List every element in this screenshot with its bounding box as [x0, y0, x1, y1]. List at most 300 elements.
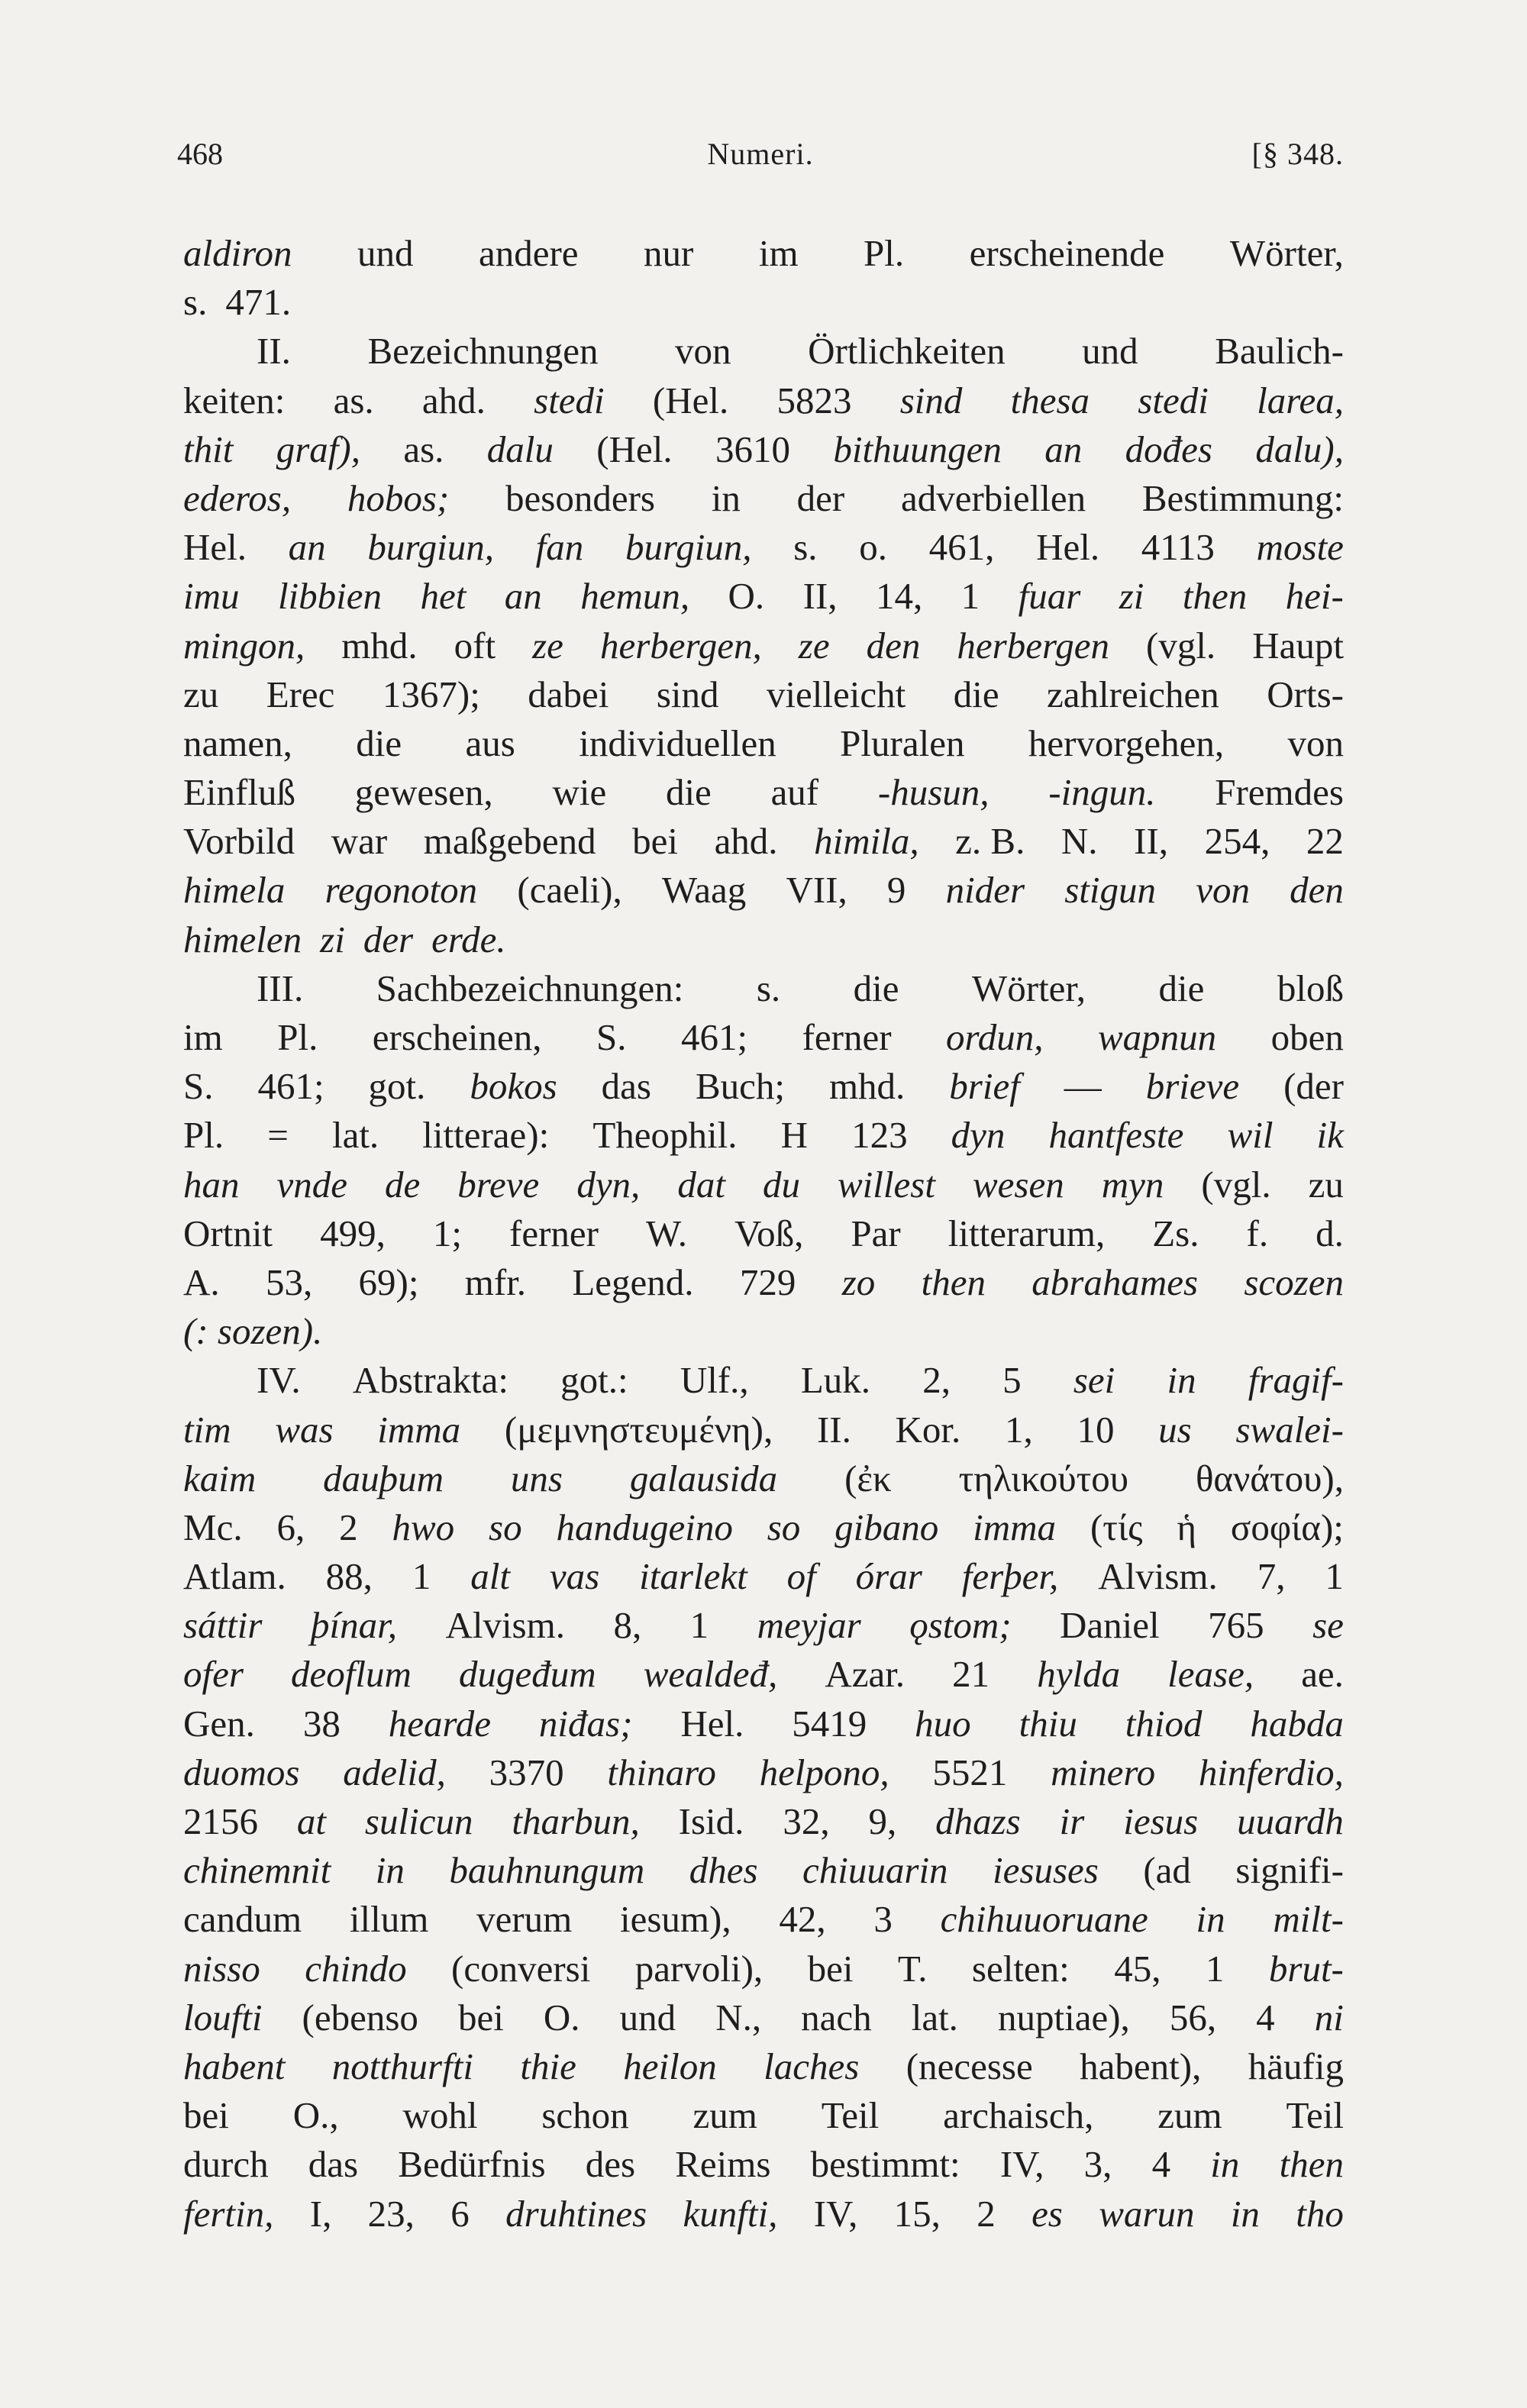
- text-line: [183, 1552, 1344, 1601]
- word: die: [665, 771, 712, 814]
- italic-word: thie: [520, 2045, 576, 2087]
- word: illum: [349, 1898, 429, 1941]
- word: mhd.: [341, 624, 418, 667]
- word: häufig: [1248, 2045, 1344, 2087]
- word: nach: [801, 1996, 872, 2038]
- italic-word: of: [786, 1555, 816, 1598]
- word: 53,: [265, 1260, 313, 1303]
- text-line: [183, 1797, 1344, 1846]
- word: 461,: [928, 526, 995, 569]
- word: die: [1158, 967, 1205, 1009]
- text-line: [183, 523, 1344, 572]
- word: 88,: [325, 1555, 373, 1598]
- text-line: [183, 1454, 1344, 1503]
- italic-word: hei-: [1285, 575, 1344, 618]
- word: 729: [739, 1260, 796, 1303]
- italic-word: ferþer,: [961, 1555, 1059, 1598]
- italic-word: ofer: [183, 1653, 244, 1696]
- word: lat.: [331, 1114, 379, 1157]
- word: got.: [368, 1065, 426, 1108]
- italic-word: in: [1230, 2192, 1260, 2235]
- word: VII,: [786, 869, 847, 912]
- italic-word: dat: [677, 1163, 725, 1206]
- word: ahd.: [714, 820, 778, 863]
- italic-word: wapnun: [1098, 1016, 1217, 1058]
- word: von: [675, 330, 731, 373]
- italic-word: vas: [549, 1555, 600, 1598]
- italic-word: libbien: [277, 575, 383, 618]
- word: Waag: [661, 869, 747, 912]
- word: II.: [257, 330, 291, 373]
- italic-word: tharbun,: [512, 1800, 640, 1842]
- italic-word: es: [1031, 2192, 1063, 2235]
- italic-word: chiuuarin: [802, 1849, 948, 1892]
- italic-word: at: [296, 1800, 327, 1842]
- word: 2: [977, 2192, 996, 2235]
- word: ferner: [509, 1212, 599, 1254]
- word: Azar.: [825, 1653, 906, 1696]
- word: 2: [339, 1506, 358, 1548]
- word: Hel.: [680, 1702, 744, 1745]
- italic-word: niđas;: [538, 1702, 633, 1745]
- word: Einfluß: [183, 771, 295, 814]
- italic-word: dalu),: [1255, 428, 1344, 470]
- word: 1: [1325, 1555, 1344, 1598]
- word: 6,: [276, 1506, 305, 1548]
- italic-word: galausida: [629, 1457, 778, 1499]
- italic-word: chinemnit: [183, 1849, 331, 1892]
- italic-word: alt: [470, 1555, 510, 1598]
- italic-word: huo: [915, 1702, 971, 1745]
- italic-word: stigun: [1064, 869, 1157, 912]
- page-title: Numeri.: [707, 137, 814, 171]
- italic-word: de: [385, 1163, 421, 1206]
- word: 461;: [681, 1016, 748, 1058]
- italic-word: druhtines: [505, 2192, 647, 2235]
- italic-word: zi: [1119, 575, 1144, 618]
- page-number: 468: [177, 137, 223, 171]
- word: litterarum,: [948, 1212, 1106, 1254]
- italic-word: myn: [1101, 1163, 1164, 1206]
- italic-word: se: [1312, 1604, 1344, 1647]
- italic-word: habent: [183, 2045, 286, 2087]
- word: von: [1287, 721, 1344, 764]
- italic-word: imma: [377, 1408, 461, 1451]
- italic-word: stedi: [1138, 379, 1209, 421]
- italic-word: brut-: [1268, 1947, 1344, 1990]
- italic-word: dođes: [1125, 428, 1212, 470]
- word: II.: [816, 1408, 851, 1451]
- italic-word: nisso: [183, 1947, 260, 1990]
- italic-word: kaim: [183, 1457, 257, 1499]
- word: 3,: [1083, 2143, 1112, 2186]
- word: O.: [543, 1996, 580, 2038]
- word: 4113: [1141, 526, 1215, 569]
- word: Luk.: [800, 1359, 871, 1402]
- italic-word: herbergen,: [599, 624, 762, 667]
- word: andere: [478, 232, 579, 274]
- word: Alvism.: [1098, 1555, 1218, 1598]
- text-line: [183, 1406, 1344, 1454]
- word: habent),: [1080, 2045, 1202, 2087]
- text-line: [183, 1013, 1344, 1062]
- text-line: [183, 670, 1344, 719]
- italic-word: iesus: [1123, 1800, 1199, 1842]
- word: Pl.: [277, 1016, 318, 1058]
- word: mfr.: [464, 1260, 527, 1303]
- word: 14,: [875, 575, 923, 618]
- body-text: [183, 229, 1344, 2239]
- italic-word: habda: [1250, 1702, 1344, 1745]
- italic-word: þínar,: [310, 1604, 397, 1647]
- word: Hel.: [1036, 526, 1100, 569]
- word: und: [1082, 330, 1138, 373]
- italic-word: sind: [899, 379, 963, 421]
- word: ferner: [802, 1016, 892, 1058]
- italic-word: ederos,: [183, 476, 292, 519]
- word: d.: [1316, 1212, 1344, 1254]
- word: schon: [541, 2094, 629, 2137]
- text-line: [183, 327, 1344, 376]
- text-line: [183, 1160, 1344, 1209]
- italic-word: ze: [798, 624, 830, 667]
- italic-word: dugeđum: [458, 1653, 596, 1696]
- word: T.: [897, 1947, 928, 1990]
- word: (Hel.: [652, 379, 729, 421]
- italic-word: dalu: [486, 428, 554, 470]
- word: 22: [1306, 820, 1344, 863]
- word: bei: [183, 2094, 229, 2137]
- word: aus: [465, 721, 515, 764]
- word: τηλικούτου: [958, 1457, 1129, 1499]
- word: Par: [851, 1212, 901, 1254]
- word: 3610: [715, 428, 790, 470]
- italic-word: imu: [183, 575, 240, 618]
- italic-word: nider: [945, 869, 1025, 912]
- word: IV,: [813, 2192, 858, 2235]
- word: (τίς: [1090, 1506, 1143, 1548]
- word: Alvism.: [445, 1604, 565, 1647]
- word: vielleicht: [766, 673, 906, 715]
- italic-word: tho: [1296, 2192, 1344, 2235]
- word: des: [585, 2143, 636, 2186]
- word: litterae):: [422, 1114, 550, 1157]
- word: die: [853, 967, 899, 1009]
- word: zum: [692, 2094, 757, 2137]
- italic-word: tim: [183, 1408, 231, 1451]
- italic-word: hobos;: [347, 476, 450, 519]
- word: Orts-: [1267, 673, 1344, 715]
- italic-word: scozen: [1244, 1260, 1344, 1303]
- word: archaisch,: [943, 2094, 1094, 2137]
- word: (ebenso: [302, 1996, 418, 2038]
- word: 471.: [225, 281, 292, 324]
- word: Pl.: [183, 1114, 224, 1157]
- italic-word: so: [767, 1506, 801, 1548]
- word: Reims: [675, 2143, 771, 2186]
- italic-word: hemun,: [580, 575, 690, 618]
- word: 1: [1205, 1947, 1225, 1990]
- word: Wörter,: [1229, 232, 1344, 274]
- word: (der: [1283, 1065, 1344, 1108]
- text-line: [183, 915, 1344, 964]
- word: dabei: [528, 673, 609, 715]
- italic-word: ze: [532, 624, 563, 667]
- word: Ulf.,: [680, 1359, 749, 1402]
- word: Daniel: [1060, 1604, 1160, 1647]
- text-line: [183, 474, 1344, 523]
- italic-word: zi: [320, 918, 345, 960]
- italic-word: hearde: [388, 1702, 491, 1745]
- word: oft: [454, 624, 496, 667]
- word: 9,: [868, 1800, 897, 1842]
- italic-word: breve: [457, 1163, 540, 1206]
- text-line: [183, 1993, 1344, 2042]
- text-line: [183, 719, 1344, 768]
- word: und: [619, 1996, 676, 2038]
- italic-word: in: [1167, 1359, 1196, 1402]
- word: und: [357, 232, 414, 274]
- italic-word: himela: [183, 869, 286, 912]
- word: O.: [728, 575, 765, 618]
- word: besonders: [505, 476, 655, 519]
- italic-word: bokos: [470, 1065, 557, 1108]
- word: nur: [644, 232, 694, 274]
- italic-word: brieve: [1145, 1065, 1240, 1108]
- italic-word: wesen: [972, 1163, 1064, 1206]
- word: 1: [412, 1555, 431, 1598]
- word: bei: [457, 1996, 504, 2038]
- word: 38: [302, 1702, 341, 1745]
- word: 1: [960, 575, 980, 618]
- italic-word: warun: [1099, 2192, 1195, 2235]
- italic-word: ir: [1059, 1800, 1085, 1842]
- word: selten:: [971, 1947, 1070, 1990]
- italic-word: in: [375, 1849, 405, 1892]
- word: 15,: [893, 2192, 941, 2235]
- word: II,: [1134, 820, 1169, 863]
- word: III.: [257, 967, 304, 1009]
- word: im: [183, 1016, 223, 1058]
- italic-word: bithuungen: [833, 428, 1002, 470]
- word: zum: [1157, 2094, 1222, 2137]
- italic-word: ǫstom;: [909, 1604, 1012, 1647]
- word: maßgebend: [423, 820, 596, 863]
- italic-word: graf),: [276, 428, 360, 470]
- text-line: [183, 817, 1344, 866]
- italic-word: fertin,: [183, 2192, 274, 2235]
- word: individuellen: [579, 721, 776, 764]
- word: 10: [1077, 1408, 1115, 1451]
- italic-word: dyn,: [576, 1163, 641, 1206]
- word: s.: [756, 967, 781, 1009]
- word: Isid.: [678, 1800, 744, 1842]
- italic-word: wil: [1227, 1114, 1274, 1157]
- word: θανάτου),: [1195, 1457, 1344, 1499]
- word: bestimmt:: [810, 2143, 960, 2186]
- italic-word: mingon,: [183, 624, 305, 667]
- italic-word: burgiun,: [625, 526, 752, 569]
- word: 32,: [783, 1800, 830, 1842]
- word: f.: [1246, 1212, 1269, 1254]
- italic-word: was: [275, 1408, 334, 1451]
- text-line: [183, 1699, 1344, 1748]
- italic-word: thesa: [1010, 379, 1090, 421]
- word: 5419: [792, 1702, 867, 1745]
- word: II,: [802, 575, 838, 618]
- word: Ortnit: [183, 1212, 273, 1254]
- italic-word: loufti: [183, 1996, 263, 2038]
- italic-word: stedi: [534, 379, 605, 421]
- word: 5521: [932, 1751, 1008, 1793]
- italic-word: sei: [1073, 1359, 1115, 1402]
- word: 56,: [1169, 1996, 1217, 2038]
- word: Erec: [266, 673, 335, 715]
- word: 5: [1002, 1359, 1022, 1402]
- text-line: [183, 964, 1344, 1013]
- italic-word: kunfti,: [683, 2192, 778, 2235]
- italic-word: brief: [949, 1065, 1020, 1108]
- word: 3370: [489, 1751, 564, 1793]
- word: 9: [886, 869, 906, 912]
- italic-word: deoflum: [291, 1653, 412, 1696]
- word: Kor.: [895, 1408, 961, 1451]
- text-line: [183, 1650, 1344, 1699]
- italic-word: fan: [535, 526, 584, 569]
- word: ae.: [1301, 1653, 1344, 1696]
- word: zahlreichen: [1047, 673, 1219, 715]
- word: 7,: [1257, 1555, 1286, 1598]
- italic-word: sulicun: [364, 1800, 473, 1842]
- italic-word: imma: [973, 1506, 1057, 1548]
- word: (μεμνηστευμένη),: [504, 1408, 773, 1451]
- word: das: [308, 2143, 359, 2186]
- word: A.: [183, 1260, 220, 1303]
- word: Haupt: [1252, 624, 1344, 667]
- word: im: [758, 232, 799, 274]
- word: das: [601, 1065, 651, 1108]
- word: H: [780, 1114, 808, 1157]
- italic-word: gibano: [835, 1506, 939, 1548]
- word: auf: [770, 771, 819, 814]
- italic-word: in: [1210, 2143, 1240, 2186]
- italic-word: herbergen: [957, 624, 1109, 667]
- word: der: [796, 476, 845, 519]
- italic-word: swalei-: [1235, 1408, 1344, 1451]
- italic-word: then: [1182, 575, 1248, 618]
- italic-word: -husun,: [877, 771, 989, 814]
- italic-word: himelen: [183, 918, 302, 960]
- text-line: [183, 2091, 1344, 2140]
- italic-word: ik: [1316, 1114, 1344, 1157]
- italic-word: himila,: [814, 820, 919, 863]
- word: 2156: [183, 1800, 258, 1842]
- text-line: [183, 1945, 1344, 1993]
- word: (conversi: [451, 1947, 591, 1990]
- italic-word: órar: [855, 1555, 922, 1598]
- italic-word: us: [1158, 1408, 1192, 1451]
- word: gewesen,: [354, 771, 493, 814]
- word: Teil: [821, 2094, 880, 2137]
- italic-word: fragif-: [1248, 1359, 1344, 1402]
- italic-word: willest: [837, 1163, 935, 1206]
- word: 254,: [1204, 820, 1270, 863]
- text-line: [183, 1062, 1344, 1111]
- word: Bestimmung:: [1141, 476, 1344, 519]
- word: 461;: [257, 1065, 324, 1108]
- italic-word: chihuuoruane: [940, 1898, 1148, 1941]
- italic-word: (: sozen).: [183, 1310, 323, 1353]
- italic-word: zo: [841, 1260, 876, 1303]
- section-reference: [§ 348.: [1251, 137, 1344, 171]
- text-line: [183, 376, 1344, 425]
- word: (caeli),: [517, 869, 622, 912]
- word: iesum),: [619, 1898, 731, 1941]
- word: N.,: [715, 1996, 762, 2038]
- italic-word: ordun,: [946, 1016, 1044, 1058]
- italic-word: abrahames: [1031, 1260, 1199, 1303]
- italic-word: fuar: [1018, 575, 1081, 618]
- word: got.:: [560, 1359, 628, 1402]
- text-line: [183, 2042, 1344, 2091]
- text-line: [183, 572, 1344, 621]
- word: zu: [1308, 1163, 1344, 1206]
- word: erscheinende: [969, 232, 1165, 274]
- text-line: [183, 1258, 1344, 1307]
- word: S.: [183, 1065, 214, 1108]
- italic-word: bauhnungum: [449, 1849, 645, 1892]
- word: bei: [632, 820, 678, 863]
- word: 4: [1256, 1996, 1275, 2038]
- word: candum: [183, 1898, 302, 1941]
- italic-word: thiu: [1019, 1702, 1077, 1745]
- italic-word: chindo: [305, 1947, 407, 1990]
- word: Voß,: [734, 1212, 804, 1254]
- word: die: [356, 721, 402, 764]
- italic-word: dyn: [951, 1114, 1006, 1157]
- word: Theophil.: [592, 1114, 738, 1157]
- text-line: [183, 1307, 1344, 1356]
- word: verum: [476, 1898, 573, 1941]
- word: Vorbild: [183, 820, 295, 863]
- word: 123: [851, 1114, 908, 1157]
- word: σοφία);: [1230, 1506, 1344, 1548]
- word: 1,: [1005, 1408, 1033, 1451]
- text-line: [183, 229, 1344, 278]
- word: 1367);: [382, 673, 480, 715]
- italic-word: regonoton: [324, 869, 478, 912]
- word: ahd.: [421, 379, 486, 421]
- italic-word: then: [921, 1260, 986, 1303]
- word: bei: [807, 1947, 854, 1990]
- word: as.: [333, 379, 374, 421]
- word: —: [1064, 1065, 1102, 1108]
- italic-word: handugeino: [556, 1506, 733, 1548]
- italic-word: milt-: [1273, 1898, 1344, 1941]
- word: Bezeichnungen: [367, 330, 599, 373]
- word: s.: [183, 281, 208, 324]
- word: Örtlichkeiten: [808, 330, 1006, 373]
- italic-word: an: [1044, 428, 1083, 470]
- word: erscheinen,: [372, 1016, 542, 1058]
- word: Zs.: [1152, 1212, 1199, 1254]
- italic-word: duomos: [183, 1751, 300, 1793]
- word: as.: [403, 428, 444, 470]
- word: (vgl.: [1146, 624, 1216, 667]
- word: 4: [1151, 2143, 1171, 2186]
- word: 499,: [320, 1212, 386, 1254]
- text-line: [183, 1748, 1344, 1797]
